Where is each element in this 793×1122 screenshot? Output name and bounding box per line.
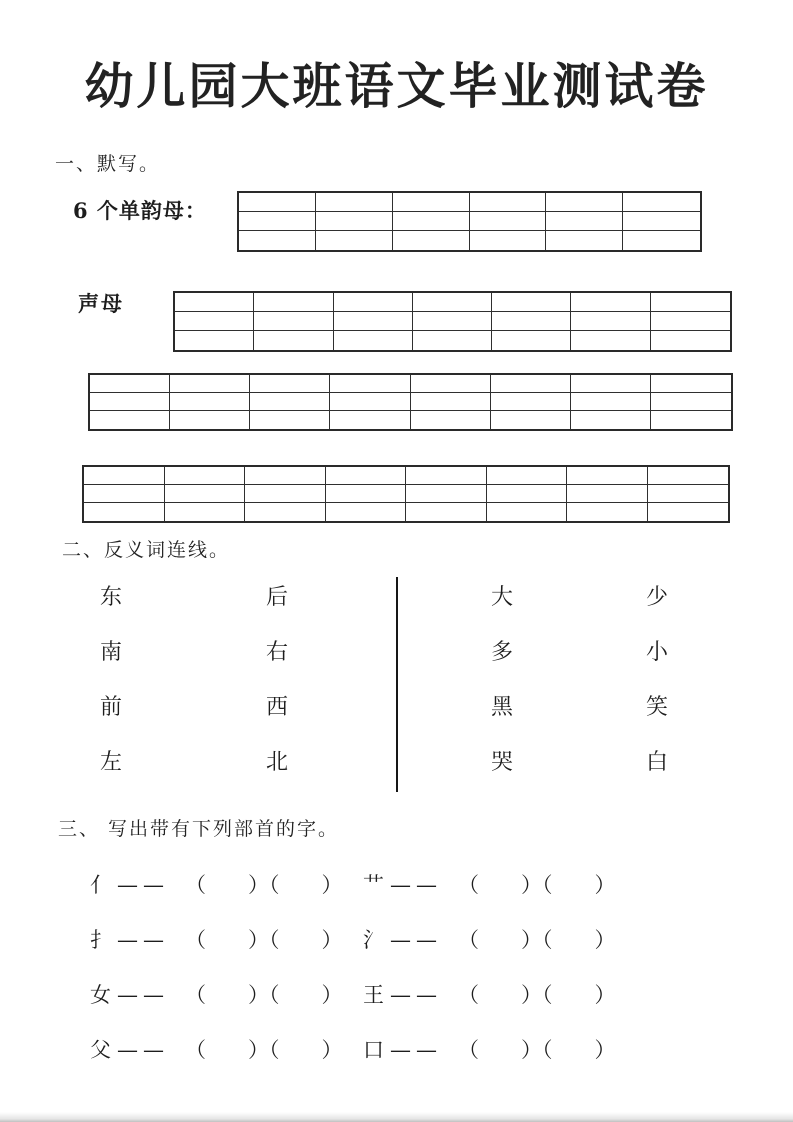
grid-cell <box>90 375 170 393</box>
radical-dash: —— <box>390 983 442 1007</box>
grid-cell <box>170 393 250 411</box>
grid-cell <box>334 312 413 331</box>
radical-row <box>90 1036 730 1066</box>
radical-char: 口 <box>363 1038 384 1062</box>
grid-cell <box>648 503 729 521</box>
antonym-word: 笑 <box>646 695 669 720</box>
antonym-word: 黑 <box>491 695 514 720</box>
shengmu-table <box>173 291 732 352</box>
blank-table-3 <box>88 373 733 431</box>
antonym-word: 北 <box>266 750 289 775</box>
grid-cell <box>393 212 470 231</box>
grid-cell <box>567 485 648 503</box>
grid-cell <box>393 193 470 212</box>
grid-cell <box>492 293 571 312</box>
radical-item-king <box>363 981 616 1009</box>
grid-cell <box>546 212 623 231</box>
grid-cell <box>623 212 700 231</box>
grid-cell <box>487 485 568 503</box>
grid-cell <box>651 293 730 312</box>
page-title: 幼儿园大班语文毕业测试卷 <box>84 57 709 115</box>
antonym-word: 多 <box>491 640 514 665</box>
grid-cell <box>406 485 487 503</box>
radical-item-woman <box>90 981 343 1009</box>
grid-cell <box>330 393 410 411</box>
grid-cell <box>546 231 623 250</box>
radical-item-person <box>90 871 343 899</box>
grid-cell <box>413 331 492 350</box>
grid-cell <box>334 331 413 350</box>
grid-cell <box>326 467 407 485</box>
grid-cell <box>491 375 571 393</box>
grid-cell <box>250 411 330 429</box>
grid-cell <box>245 503 326 521</box>
radical-char: 亻 <box>90 873 111 897</box>
grid-cell <box>411 411 491 429</box>
answer-blanks: （ ）（ ） <box>185 873 343 897</box>
section-one-heading: 一、默写。 <box>55 153 161 175</box>
antonym-column-left-1 <box>100 587 122 774</box>
grid-cell <box>326 485 407 503</box>
grid-cell <box>571 293 650 312</box>
antonym-word: 西 <box>266 695 289 720</box>
grid-cell <box>623 193 700 212</box>
grid-cell <box>470 193 547 212</box>
grid-cell <box>492 331 571 350</box>
antonym-word: 哭 <box>491 750 514 775</box>
grid-cell <box>406 467 487 485</box>
grid-cell <box>492 312 571 331</box>
grid-cell <box>239 212 316 231</box>
grid-cell <box>316 193 393 212</box>
antonym-word: 东 <box>100 585 123 610</box>
radical-dash: —— <box>390 928 442 952</box>
grid-cell <box>651 375 731 393</box>
grid-cell <box>239 193 316 212</box>
grid-cell <box>90 393 170 411</box>
grid-cell <box>245 485 326 503</box>
radical-item-father <box>90 1036 343 1064</box>
yunmu-table <box>237 191 702 252</box>
radical-char: 氵 <box>363 928 384 952</box>
grid-cell <box>165 485 246 503</box>
grid-cell <box>546 193 623 212</box>
radical-row <box>90 981 730 1011</box>
grid-cell <box>250 393 330 411</box>
grid-cell <box>571 331 650 350</box>
grid-cell <box>165 467 246 485</box>
grid-cell <box>470 231 547 250</box>
grid-cell <box>90 411 170 429</box>
answer-blanks: （ ）（ ） <box>458 873 616 897</box>
antonym-word: 白 <box>646 750 669 775</box>
grid-cell <box>245 467 326 485</box>
grid-cell <box>330 375 410 393</box>
grid-cell <box>411 393 491 411</box>
grid-cell <box>571 375 651 393</box>
antonym-column-right-2 <box>646 587 668 774</box>
radical-dash: —— <box>117 928 169 952</box>
grid-cell <box>254 331 333 350</box>
answer-blanks: （ ）（ ） <box>458 928 616 952</box>
grid-cell <box>470 212 547 231</box>
grid-cell <box>84 467 165 485</box>
grid-cell <box>567 503 648 521</box>
grid-cell <box>571 393 651 411</box>
radical-dash: —— <box>117 1038 169 1062</box>
grid-cell <box>651 312 730 331</box>
grid-cell <box>316 212 393 231</box>
grid-cell <box>393 231 470 250</box>
grid-cell <box>651 393 731 411</box>
answer-blanks: （ ）（ ） <box>185 983 343 1007</box>
grid-cell <box>84 503 165 521</box>
grid-cell <box>571 312 650 331</box>
answer-blanks: （ ）（ ） <box>458 1038 616 1062</box>
radical-dash: —— <box>390 1038 442 1062</box>
radical-char: 艹 <box>363 873 384 897</box>
antonym-word: 大 <box>491 585 514 610</box>
grid-cell <box>170 411 250 429</box>
answer-blanks: （ ）（ ） <box>185 1038 343 1062</box>
blank-table-4 <box>82 465 730 523</box>
grid-cell <box>330 411 410 429</box>
grid-cell <box>175 293 254 312</box>
radical-char: 王 <box>363 983 384 1007</box>
scan-bottom-shadow <box>0 1112 793 1122</box>
grid-cell <box>413 293 492 312</box>
antonym-column-right-1 <box>491 587 513 774</box>
grid-cell <box>571 411 651 429</box>
radical-dash: —— <box>117 983 169 1007</box>
radical-char: 父 <box>90 1038 111 1062</box>
radical-dash: —— <box>390 873 442 897</box>
radical-char: 扌 <box>90 928 111 952</box>
antonym-word: 少 <box>646 585 669 610</box>
section-two-heading: 二、反义词连线。 <box>62 539 231 561</box>
radical-char: 女 <box>90 983 111 1007</box>
grid-cell <box>316 231 393 250</box>
section-three-heading: 三、 写出带有下列部首的字。 <box>58 818 340 840</box>
grid-cell <box>254 312 333 331</box>
grid-cell <box>165 503 246 521</box>
grid-cell <box>334 293 413 312</box>
yunmu-label: 6 个单韵母： <box>73 198 207 223</box>
grid-cell <box>250 375 330 393</box>
answer-blanks: （ ）（ ） <box>185 928 343 952</box>
grid-cell <box>239 231 316 250</box>
grid-cell <box>648 485 729 503</box>
antonym-word: 左 <box>100 750 123 775</box>
antonym-word: 后 <box>266 585 289 610</box>
grid-cell <box>326 503 407 521</box>
grid-cell <box>406 503 487 521</box>
grid-cell <box>487 467 568 485</box>
grid-cell <box>648 467 729 485</box>
shengmu-label: 声母 <box>78 291 124 316</box>
grid-cell <box>170 375 250 393</box>
answer-blanks: （ ）（ ） <box>458 983 616 1007</box>
grid-cell <box>491 393 571 411</box>
grid-cell <box>567 467 648 485</box>
radical-item-water <box>363 926 616 954</box>
grid-cell <box>254 293 333 312</box>
antonym-word: 右 <box>266 640 289 665</box>
grid-cell <box>84 485 165 503</box>
grid-cell <box>411 375 491 393</box>
grid-cell <box>651 331 730 350</box>
grid-cell <box>651 411 731 429</box>
radical-item-grass <box>363 871 616 899</box>
radical-item-mouth <box>363 1036 616 1064</box>
antonym-word: 南 <box>100 640 123 665</box>
antonym-word: 前 <box>100 695 123 720</box>
grid-cell <box>175 312 254 331</box>
grid-cell <box>413 312 492 331</box>
radical-dash: —— <box>117 873 169 897</box>
radical-row <box>90 871 730 901</box>
radical-item-hand <box>90 926 343 954</box>
grid-cell <box>623 231 700 250</box>
antonym-column-left-2 <box>266 587 288 774</box>
antonym-word: 小 <box>646 640 669 665</box>
section-two-divider-line <box>396 577 398 792</box>
radical-row <box>90 926 730 956</box>
grid-cell <box>491 411 571 429</box>
grid-cell <box>487 503 568 521</box>
grid-cell <box>175 331 254 350</box>
